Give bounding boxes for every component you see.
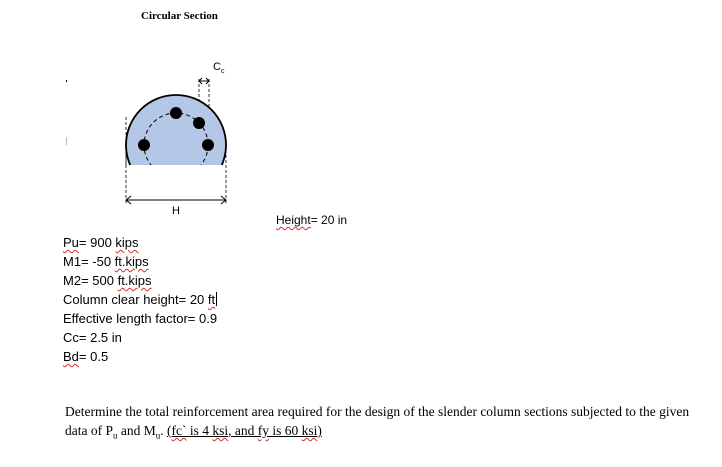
given-name: Effective length factor (63, 311, 188, 326)
cover-label-sub: c (220, 68, 225, 75)
question-text (65, 402, 705, 446)
material-properties (167, 423, 322, 438)
given-value: = 900 (78, 235, 116, 250)
question-body: . (160, 423, 167, 438)
given-unit: ft (207, 292, 216, 307)
given-cc (63, 330, 122, 345)
margin-mark (66, 137, 67, 145)
given-value: = -50 (81, 254, 115, 269)
given-name: M1 (63, 254, 82, 269)
width-dimension (110, 55, 250, 225)
given-unit: ft.kips (117, 273, 152, 288)
question-body: , and (228, 423, 258, 438)
height-value: = 20 in (310, 213, 348, 227)
subscript: u (155, 430, 161, 441)
subscript: u (113, 430, 118, 441)
unit-ksi: ksi (301, 423, 318, 438)
margin-mark (66, 80, 67, 82)
given-pu (63, 235, 139, 250)
paren: ) (317, 423, 322, 438)
question-body: Determine the total reinforcement area required for the design of the slender column sections subjected to the given data of P (65, 404, 690, 438)
width-label: H (172, 205, 180, 217)
given-unit: kips (115, 235, 139, 250)
question-body: and M (117, 423, 156, 438)
height-label: Height (276, 213, 311, 227)
given-value: = 500 (81, 273, 118, 288)
height-line (276, 213, 347, 227)
text-cursor (216, 292, 217, 306)
given-effective-length (63, 311, 217, 326)
fy-symbol: fy (257, 423, 270, 438)
given-name: Pu (63, 235, 79, 250)
given-unit: ft.kips (114, 254, 149, 269)
paren: ( (167, 423, 172, 438)
given-clear-height (63, 292, 217, 307)
given-m2 (63, 273, 152, 288)
cover-label-c: C (213, 61, 221, 73)
given-value: = 0.5 (78, 349, 109, 364)
given-value: = 20 (178, 292, 208, 307)
question-body: is 4 (186, 423, 213, 438)
given-bd (63, 349, 108, 364)
given-name: Bd (63, 349, 79, 364)
given-value: = 0.9 (187, 311, 218, 326)
given-value: = 2.5 in (78, 330, 122, 345)
given-m1 (63, 254, 149, 269)
section-title: Circular Section (141, 10, 218, 22)
unit-ksi: ksi (212, 423, 229, 438)
given-name: Column clear height (63, 292, 179, 307)
given-name: Cc (63, 330, 79, 345)
given-name: M2 (63, 273, 82, 288)
question-body: is 60 (269, 423, 302, 438)
fc-symbol: fc` (171, 423, 187, 438)
